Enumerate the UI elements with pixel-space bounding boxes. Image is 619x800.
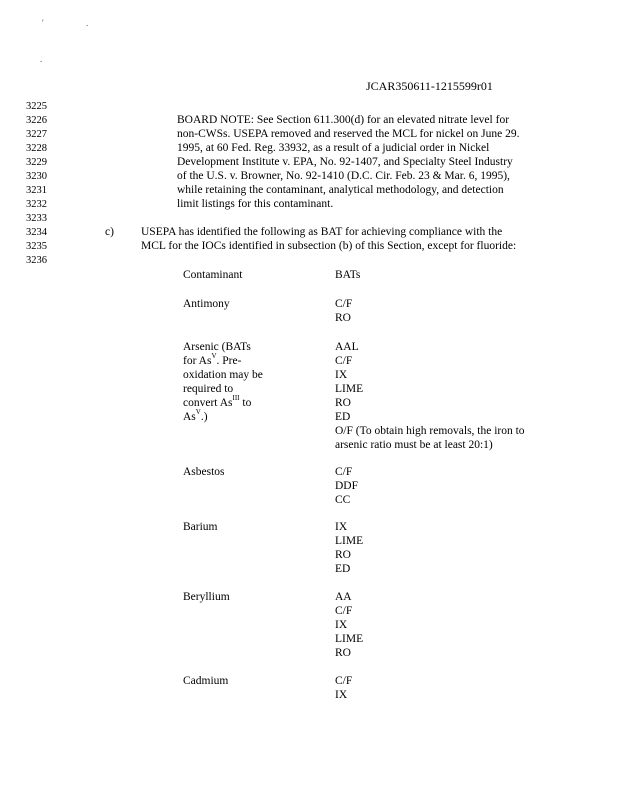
arsenic-label-line: convert $As^{III}$ to	[183, 394, 252, 409]
bat-entry: LIME	[335, 535, 364, 547]
bat-entry: O/F (To obtain high removals, the iron to	[335, 425, 525, 437]
line-number: 3226	[26, 115, 47, 126]
contaminant-name: Antimony	[183, 298, 230, 310]
contaminant-name: Cadmium	[183, 675, 229, 687]
bat-entry: IX	[335, 619, 348, 631]
board-note-line: while retaining the contaminant, analytical methodology, and detection	[177, 184, 504, 196]
subsection-text-line: MCL for the IOCs identified in subsection (b) of this Section, except for fluoride:	[141, 240, 517, 252]
bat-entry: IX	[335, 369, 348, 381]
bat-entry: ED	[335, 411, 351, 423]
line-number: 3231	[26, 185, 47, 196]
arsenic-label-line: $As^V$.)	[183, 408, 208, 423]
bat-entry: C/F	[335, 675, 353, 687]
line-number: 3227	[26, 129, 47, 140]
scan-mark: .	[86, 18, 89, 28]
contaminant-name: Barium	[183, 521, 218, 533]
bat-entry: arsenic ratio must be at least 20:1)	[335, 439, 493, 451]
bat-entry: AA	[335, 591, 352, 603]
bat-entry: LIME	[335, 383, 364, 395]
board-note-line: BOARD NOTE: See Section 611.300(d) for an elevated nitrate level for	[177, 114, 510, 126]
bat-entry: DDF	[335, 480, 359, 492]
scan-mark: .	[40, 54, 43, 64]
arsenic-label-line: for $As^V$. Pre-	[183, 352, 242, 367]
table-header-contaminant: Contaminant	[183, 269, 243, 281]
bat-entry: RO	[335, 397, 351, 409]
bat-entry: IX	[335, 689, 348, 701]
bat-entry: ED	[335, 563, 351, 575]
board-note-line: limit listings for this contaminant.	[177, 198, 334, 210]
scan-mark: '	[42, 18, 44, 28]
document-code: JCAR350611-1215599r01	[366, 79, 493, 93]
arsenic-label-line: required to	[183, 383, 234, 395]
bat-entry: C/F	[335, 605, 353, 617]
bat-entry: C/F	[335, 355, 353, 367]
board-note-line: non-CWSs. USEPA removed and reserved the MCL for nickel on June 29.	[177, 128, 520, 140]
contaminant-name: Asbestos	[183, 466, 225, 478]
bat-entry: RO	[335, 647, 351, 659]
arsenic-label-line: oxidation may be	[183, 369, 263, 381]
subsection-text-line: USEPA has identified the following as BAT for achieving compliance with the	[141, 226, 503, 238]
bat-entry: LIME	[335, 633, 364, 645]
arsenic-label-line: Arsenic (BATs	[183, 341, 251, 353]
bat-entry: C/F	[335, 298, 353, 310]
bat-entry: C/F	[335, 466, 353, 478]
line-number: 3232	[26, 199, 47, 210]
bat-entry: IX	[335, 521, 348, 533]
line-number: 3228	[26, 143, 47, 154]
bat-entry: CC	[335, 494, 351, 506]
bat-entry: RO	[335, 549, 351, 561]
contaminant-name: Beryllium	[183, 591, 230, 603]
line-number: 3235	[26, 241, 47, 252]
board-note-line: of the U.S. v. Browner, No. 92-1410 (D.C. Cir. Feb. 23 & Mar. 6, 1995),	[177, 170, 510, 182]
line-number: 3225	[26, 101, 47, 112]
bat-entry: AAL	[335, 341, 359, 353]
line-number: 3233	[26, 213, 47, 224]
line-number: 3229	[26, 157, 47, 168]
line-number: 3234	[26, 227, 47, 238]
subsection-label: c)	[105, 226, 114, 238]
table-header-bats: BATs	[335, 269, 361, 281]
line-number: 3236	[26, 255, 47, 266]
line-number: 3230	[26, 171, 47, 182]
bat-entry: RO	[335, 312, 351, 324]
board-note-line: Development Institute v. EPA, No. 92-1407, and Specialty Steel Industry	[177, 156, 513, 168]
board-note-line: 1995, at 60 Fed. Reg. 33932, as a result of a judicial order in Nickel	[177, 142, 490, 154]
